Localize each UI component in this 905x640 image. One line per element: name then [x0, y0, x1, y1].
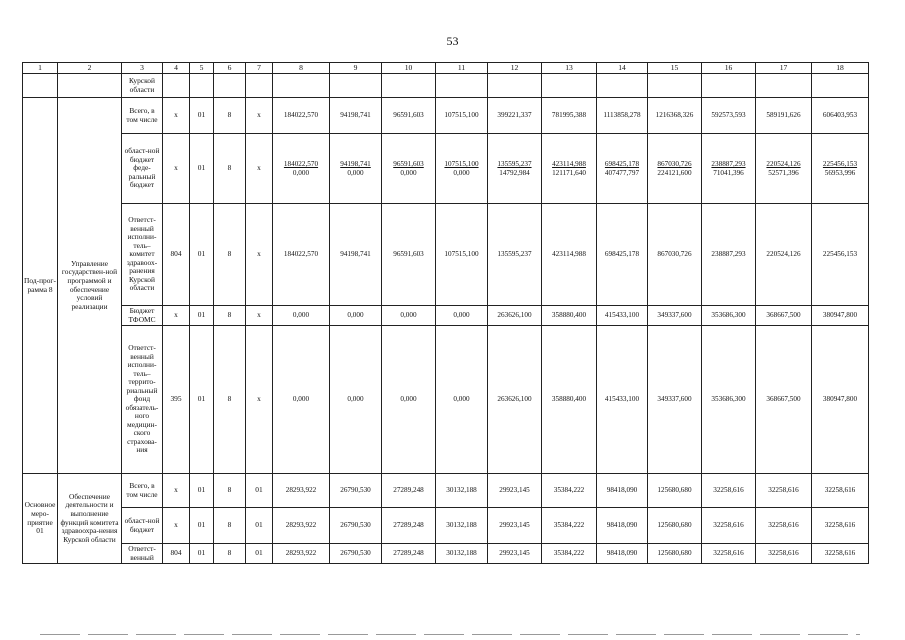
value-cell [330, 134, 382, 204]
code-cell: x [163, 98, 190, 134]
value-cell [756, 134, 812, 204]
block-title: Обеспечение деятельности и выполнение функций комитета здравоохра-нения Курской области [58, 474, 122, 564]
code-cell: 01 [190, 474, 214, 508]
code-cell: 01 [246, 508, 273, 544]
column-header: 5 [190, 63, 214, 74]
table-row [23, 134, 869, 204]
table-cell [273, 74, 330, 98]
regional-budget-value: 96591,603 [393, 160, 424, 169]
value-cell: 380947,800 [812, 306, 869, 326]
code-cell: 01 [190, 98, 214, 134]
table-cell [488, 74, 542, 98]
column-header: 12 [488, 63, 542, 74]
table-row [23, 474, 869, 508]
value-cell: 35384,222 [542, 544, 597, 564]
value-cell: 1216368,326 [648, 98, 702, 134]
value-cell: 0,000 [273, 306, 330, 326]
value-cell: 349337,600 [648, 326, 702, 474]
table-row [23, 544, 869, 564]
value-cell: 349337,600 [648, 306, 702, 326]
value-cell: 98418,090 [597, 508, 648, 544]
code-cell: x [163, 474, 190, 508]
table-cell [246, 74, 273, 98]
value-cell: 380947,800 [812, 326, 869, 474]
column-header: 9 [330, 63, 382, 74]
value-cell: 125680,680 [648, 474, 702, 508]
value-cell: 263626,100 [488, 326, 542, 474]
value-cell: 184022,570 [273, 98, 330, 134]
federal-budget-value: 224121,600 [657, 168, 692, 177]
code-cell: 804 [163, 544, 190, 564]
value-cell: 592573,593 [702, 98, 756, 134]
value-cell: 98418,090 [597, 544, 648, 564]
value-cell: 26790,530 [330, 474, 382, 508]
federal-budget-value: 407477,797 [604, 168, 640, 177]
code-cell: 01 [246, 544, 273, 564]
table-cell [382, 74, 436, 98]
regional-budget-value: 135595,237 [497, 160, 532, 169]
value-cell: 415433,100 [597, 326, 648, 474]
column-header: 8 [273, 63, 330, 74]
code-cell: 01 [190, 204, 214, 306]
value-cell: 94198,741 [330, 98, 382, 134]
value-cell: 28293,922 [273, 474, 330, 508]
column-header: 10 [382, 63, 436, 74]
table-cell [812, 74, 869, 98]
row-label: Бюджет ТФОМС [122, 306, 163, 326]
block-label: Под-прог-рамма 8 [23, 98, 58, 474]
value-cell: 29923,145 [488, 544, 542, 564]
value-cell: 94198,741 [330, 204, 382, 306]
value-cell: 0,000 [330, 306, 382, 326]
value-cell: 29923,145 [488, 508, 542, 544]
value-cell [702, 134, 756, 204]
value-cell: 1113858,278 [597, 98, 648, 134]
table-cell [542, 74, 597, 98]
value-cell: 353686,300 [702, 306, 756, 326]
value-cell: 26790,530 [330, 508, 382, 544]
scan-edge-line [40, 634, 860, 635]
value-cell: 32258,616 [756, 474, 812, 508]
value-cell: 358880,400 [542, 306, 597, 326]
value-cell: 32258,616 [812, 544, 869, 564]
federal-budget-value: 0,000 [347, 168, 364, 177]
column-header: 14 [597, 63, 648, 74]
table-cell [330, 74, 382, 98]
value-cell: 32258,616 [702, 544, 756, 564]
column-header: 18 [812, 63, 869, 74]
value-cell: 781995,388 [542, 98, 597, 134]
row-label: Всего, в том числе [122, 98, 163, 134]
value-cell: 606403,953 [812, 98, 869, 134]
value-cell: 32258,616 [702, 474, 756, 508]
value-cell [436, 134, 488, 204]
value-cell: 30132,188 [436, 474, 488, 508]
column-header: 17 [756, 63, 812, 74]
value-cell: 32258,616 [812, 474, 869, 508]
value-cell: 589191,626 [756, 98, 812, 134]
value-cell: 30132,188 [436, 508, 488, 544]
federal-budget-value: 14792,984 [499, 168, 530, 177]
federal-budget-value: 0,000 [400, 168, 417, 177]
column-header: 3 [122, 63, 163, 74]
federal-budget-value: 56953,996 [824, 168, 856, 177]
value-cell [542, 134, 597, 204]
table-row [23, 508, 869, 544]
code-cell: 8 [214, 474, 246, 508]
value-cell: 125680,680 [648, 544, 702, 564]
table-cell [702, 74, 756, 98]
column-header: 4 [163, 63, 190, 74]
code-cell: x [163, 508, 190, 544]
table-cell [190, 74, 214, 98]
value-cell [812, 134, 869, 204]
value-cell: 29923,145 [488, 474, 542, 508]
regional-budget-value: 184022,570 [283, 160, 319, 169]
value-cell: 107515,100 [436, 204, 488, 306]
code-cell: 8 [214, 204, 246, 306]
value-cell: 368667,500 [756, 306, 812, 326]
table-cell [756, 74, 812, 98]
value-cell: 238887,293 [702, 204, 756, 306]
value-cell: 125680,680 [648, 508, 702, 544]
table-cell [214, 74, 246, 98]
value-cell: 30132,188 [436, 544, 488, 564]
federal-budget-value: 0,000 [453, 168, 470, 177]
table-cell [163, 74, 190, 98]
value-cell: 0,000 [436, 306, 488, 326]
value-cell [648, 134, 702, 204]
code-cell: 01 [246, 474, 273, 508]
value-cell: 358880,400 [542, 326, 597, 474]
code-cell: x [246, 98, 273, 134]
value-cell: 35384,222 [542, 474, 597, 508]
code-cell: 01 [190, 544, 214, 564]
federal-budget-value: 52571,396 [768, 168, 799, 177]
federal-budget-value: 71041,396 [713, 168, 744, 177]
value-cell: 26790,530 [330, 544, 382, 564]
column-header: 7 [246, 63, 273, 74]
value-cell: 0,000 [330, 326, 382, 474]
code-cell: x [163, 306, 190, 326]
regional-budget-value: 107515,100 [444, 160, 479, 169]
value-cell: 96591,603 [382, 98, 436, 134]
value-cell: 107515,100 [436, 98, 488, 134]
value-cell: 0,000 [273, 326, 330, 474]
value-cell: 96591,603 [382, 204, 436, 306]
table-row [23, 74, 869, 98]
table-row [23, 204, 869, 306]
value-cell: 32258,616 [812, 508, 869, 544]
value-cell: 698425,178 [597, 204, 648, 306]
regional-budget-value: 698425,178 [604, 160, 640, 169]
column-header: 16 [702, 63, 756, 74]
code-cell: 01 [190, 306, 214, 326]
row-label: област-ной бюджет [122, 508, 163, 544]
value-cell: 28293,922 [273, 508, 330, 544]
value-cell: 220524,126 [756, 204, 812, 306]
budget-table [22, 62, 869, 564]
row-label: Курской области [122, 74, 163, 98]
value-cell: 0,000 [382, 326, 436, 474]
block-label: Основное меро-приятие 01 [23, 474, 58, 564]
code-cell: x [246, 306, 273, 326]
block-title: Управление государствен-ной программой и обеспечение условий реализации [58, 98, 122, 474]
code-cell: 395 [163, 326, 190, 474]
row-label: Ответст-венный исполни-тель– комитет здравоох-ранения Курской области [122, 204, 163, 306]
code-cell: x [163, 134, 190, 204]
value-cell [597, 134, 648, 204]
regional-budget-value: 94198,741 [340, 160, 371, 169]
value-cell: 0,000 [436, 326, 488, 474]
row-label: Ответст-венный исполни-тель– террито-риальный фонд обязатель-ного медицин-ского страхова-ния [122, 326, 163, 474]
value-cell: 225456,153 [812, 204, 869, 306]
value-cell: 27289,248 [382, 544, 436, 564]
value-cell: 27289,248 [382, 508, 436, 544]
code-cell: x [246, 204, 273, 306]
federal-budget-value: 0,000 [292, 168, 310, 177]
value-cell: 399221,337 [488, 98, 542, 134]
table-row [23, 306, 869, 326]
value-cell: 135595,237 [488, 204, 542, 306]
table-cell [597, 74, 648, 98]
column-header: 2 [58, 63, 122, 74]
value-cell: 28293,922 [273, 544, 330, 564]
table-cell [648, 74, 702, 98]
code-cell: 8 [214, 544, 246, 564]
value-cell: 32258,616 [756, 508, 812, 544]
regional-budget-value: 220524,126 [766, 160, 801, 169]
value-cell: 368667,500 [756, 326, 812, 474]
code-cell: x [246, 326, 273, 474]
value-cell: 32258,616 [702, 508, 756, 544]
regional-budget-value: 867030,726 [657, 160, 692, 169]
regional-budget-value: 238887,293 [711, 160, 746, 169]
code-cell: 8 [214, 98, 246, 134]
code-cell: 8 [214, 326, 246, 474]
code-cell: 8 [214, 508, 246, 544]
value-cell: 353686,300 [702, 326, 756, 474]
value-cell [273, 134, 330, 204]
value-cell: 98418,090 [597, 474, 648, 508]
value-cell: 423114,988 [542, 204, 597, 306]
table-cell [436, 74, 488, 98]
federal-budget-value: 121171,640 [552, 168, 586, 177]
table-cell [23, 74, 58, 98]
column-header: 11 [436, 63, 488, 74]
table-row [23, 98, 869, 134]
table-cell [58, 74, 122, 98]
value-cell: 35384,222 [542, 508, 597, 544]
code-cell: x [246, 134, 273, 204]
regional-budget-value: 423114,988 [552, 160, 586, 169]
code-cell: 01 [190, 508, 214, 544]
header-row [23, 63, 869, 74]
column-header: 15 [648, 63, 702, 74]
code-cell: 804 [163, 204, 190, 306]
code-cell: 01 [190, 326, 214, 474]
regional-budget-value: 225456,153 [822, 160, 858, 169]
column-header: 6 [214, 63, 246, 74]
code-cell: 01 [190, 134, 214, 204]
value-cell: 184022,570 [273, 204, 330, 306]
value-cell: 0,000 [382, 306, 436, 326]
page-number: 53 [446, 34, 459, 48]
value-cell: 27289,248 [382, 474, 436, 508]
code-cell: 8 [214, 306, 246, 326]
value-cell: 263626,100 [488, 306, 542, 326]
column-header: 1 [23, 63, 58, 74]
code-cell: 8 [214, 134, 246, 204]
row-label: област-ной бюджет феде-ральный бюджет [122, 134, 163, 204]
column-header: 13 [542, 63, 597, 74]
value-cell [488, 134, 542, 204]
row-label: Ответст-венный [122, 544, 163, 564]
value-cell [382, 134, 436, 204]
value-cell: 32258,616 [756, 544, 812, 564]
value-cell: 415433,100 [597, 306, 648, 326]
row-label: Всего, в том числе [122, 474, 163, 508]
table-row [23, 326, 869, 474]
value-cell: 867030,726 [648, 204, 702, 306]
